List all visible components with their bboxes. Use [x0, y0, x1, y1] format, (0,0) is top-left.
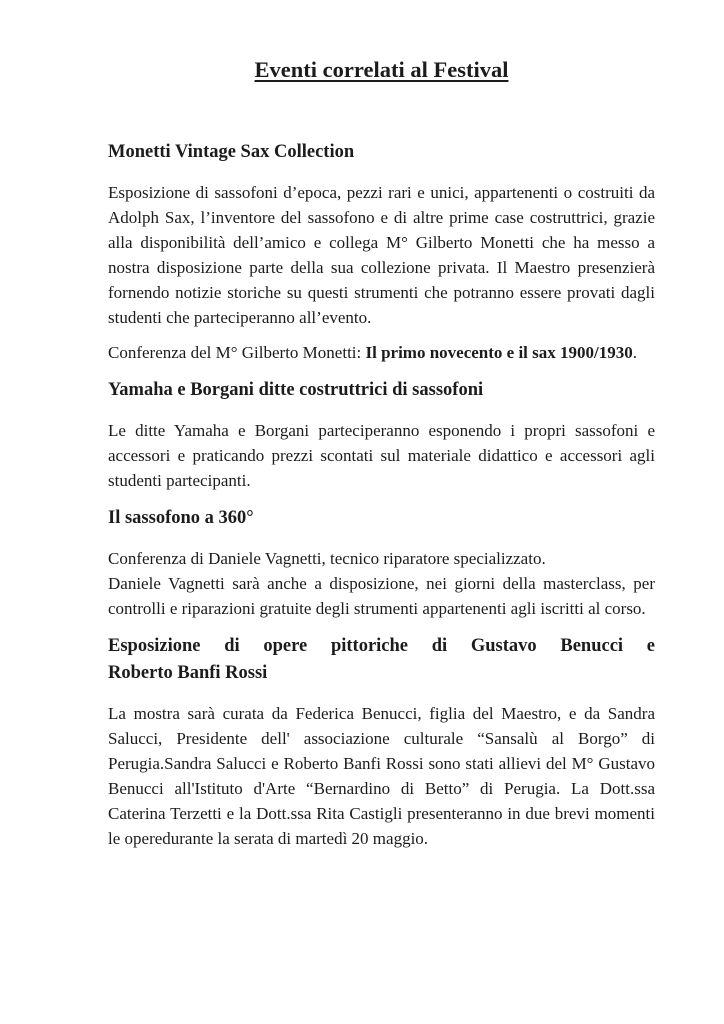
- conference-text-prefix: Conferenza del M° Gilberto Monetti:: [108, 343, 366, 362]
- section-heading-esposizione-line2: Roberto Banfi Rossi: [108, 663, 268, 683]
- section-heading-yamaha-borgani: Yamaha e Borgani ditte costruttrici di sassofoni: [108, 380, 484, 400]
- paragraph-monetti-exposition: Esposizione di sassofoni d’epoca, pezzi rari e unici, appartenenti o costruiti da Adolph Sax, l’inventore del sassofono e di altre prime case costruttrici, grazie alla disponibilità dell’amico e collega M° Gilberto Monetti che ha messo a nostra disposizione parte della sua collezione privata. Il Maestro presenzierà fornendo notizie storiche su questi strumenti che potranno essere provati dagli studenti che parteciperanno all’evento.: [108, 183, 655, 327]
- paragraph-yamaha-borgani: Le ditte Yamaha e Borgani parteciperanno esponendo i propri sassofoni e accessori e praticando prezzi scontati sul materiale didattico e accessori agli studenti partecipanti.: [108, 421, 655, 490]
- section-heading-sassofono-360: Il sassofono a 360°: [108, 508, 254, 528]
- paragraph-sassofono-360: [108, 546, 655, 621]
- section-heading-esposizione-line1: Esposizione di opere pittoriche di Gustavo Benucci e: [108, 636, 655, 656]
- paragraph-monetti-conference: [108, 340, 655, 365]
- conference-text-suffix: .: [632, 343, 637, 362]
- conference-title-bold: Il primo novecento e il sax 1900/1930: [365, 343, 633, 362]
- document-title-text: Eventi correlati al Festival: [254, 57, 509, 82]
- paragraph-sassofono-360-line2: Daniele Vagnetti sarà anche a disposizione, nei giorni della masterclass, per controlli e riparazioni gratuite degli strumenti appartenenti agli iscritti al corso.: [108, 574, 655, 618]
- section-heading-monetti-vintage-sax: Monetti Vintage Sax Collection: [108, 142, 355, 162]
- paragraph-esposizione-opere: La mostra sarà curata da Federica Benucci, figlia del Maestro, e da Sandra Salucci, Presidente dell' associazione culturale “Sansalù al Borgo” di Perugia.Sandra Salucci e Roberto Banfi Rossi sono stati allievi del M° Gustavo Benucci all'Istituto d'Arte “Bernardino di Betto” di Perugia. La Dott.ssa Caterina Terzetti e la Dott.ssa Rita Castigli presenteranno in due brevi momenti le operedurante la serata di martedì 20 maggio.: [108, 704, 655, 848]
- document-title: [108, 56, 655, 83]
- section-heading-esposizione-opere: [108, 633, 655, 687]
- paragraph-sassofono-360-line1: Conferenza di Daniele Vagnetti, tecnico riparatore specializzato.: [108, 549, 546, 568]
